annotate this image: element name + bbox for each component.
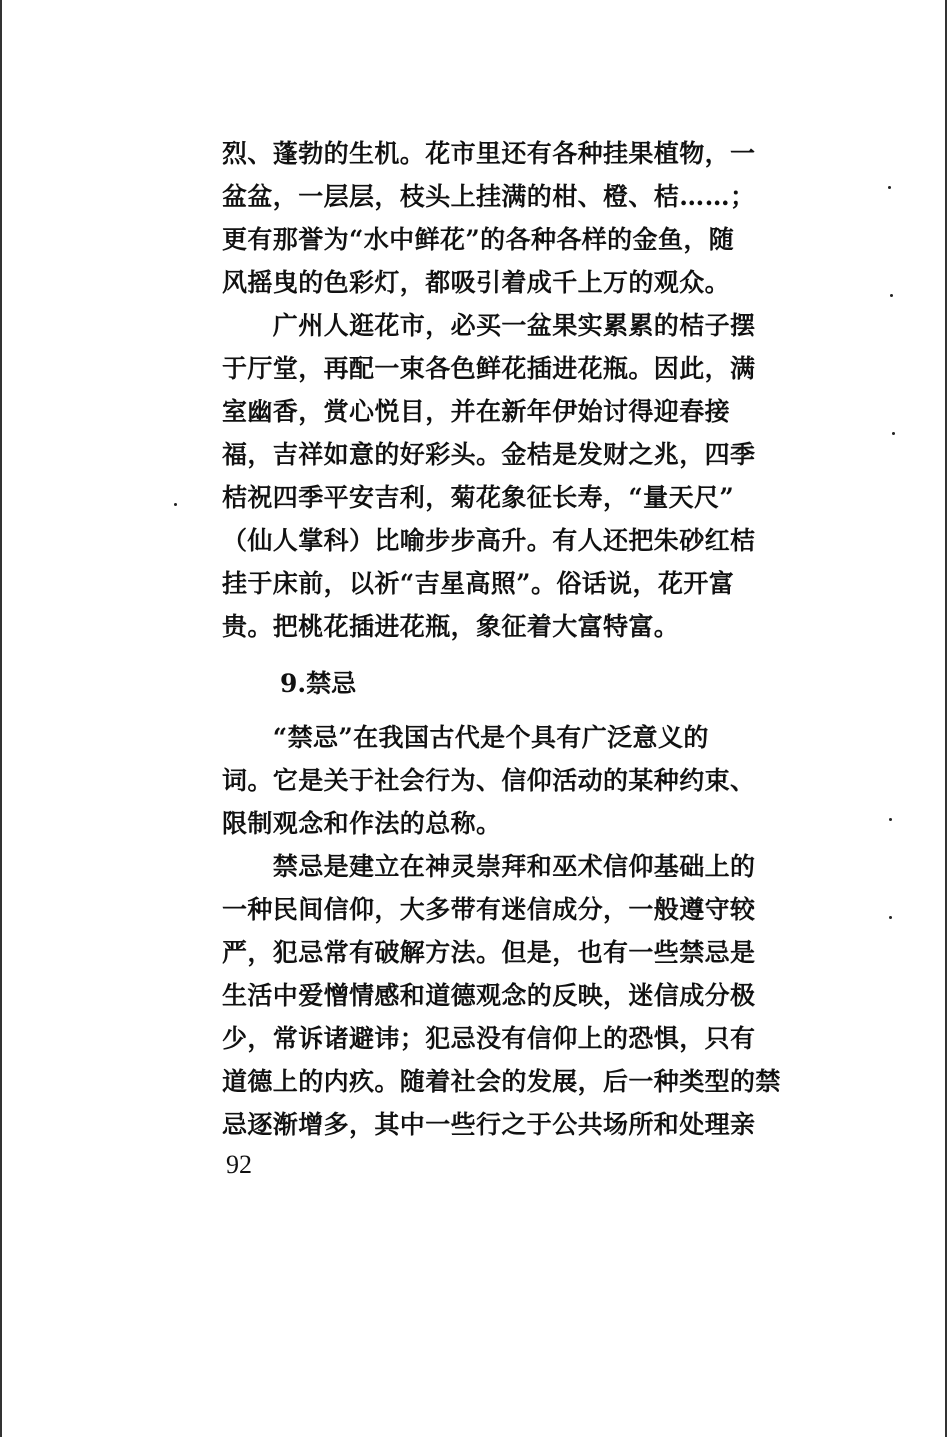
text-line: 福，吉祥如意的好彩头。金桔是发财之兆，四季 [222, 440, 756, 469]
scan-speck [890, 294, 893, 297]
text-line: 限制观念和作法的总称。 [222, 809, 502, 838]
text-block-bottom [222, 716, 802, 1146]
text-line: 生活中爱憎情感和道德观念的反映，迷信成分极 [222, 981, 756, 1010]
scan-speck [888, 186, 891, 189]
text-line: 更有那誉为“水中鲜花”的各种各样的金鱼，随 [222, 225, 735, 254]
paragraph-3 [222, 716, 802, 845]
text-line: 禁忌是建立在神灵崇拜和巫术信仰基础上的 [222, 852, 756, 881]
scan-speck [889, 916, 892, 919]
page-number: 92 [226, 1150, 252, 1179]
text-line: “禁忌”在我国古代是个具有广泛意义的 [222, 723, 709, 752]
text-line: （仙人掌科）比喻步步高升。有人还把朱砂红桔 [222, 526, 756, 555]
text-block-top [222, 132, 802, 648]
scan-speck [889, 818, 892, 821]
text-line: 忌逐渐增多，其中一些行之于公共场所和处理亲 [222, 1110, 756, 1139]
text-line: 室幽香，赏心悦目，并在新年伊始讨得迎春接 [222, 397, 731, 426]
paragraph-1 [222, 132, 802, 304]
scan-speck [892, 432, 895, 435]
text-line: 广州人逛花市，必买一盆果实累累的桔子摆 [222, 311, 756, 340]
paragraph-4 [222, 845, 802, 1146]
section-heading: 9.禁忌 [280, 669, 357, 698]
text-line: 一种民间信仰，大多带有迷信成分，一般遵守较 [222, 895, 756, 924]
text-line: 贵。把桃花插进花瓶，象征着大富特富。 [222, 612, 680, 641]
text-line: 烈、蓬勃的生机。花市里还有各种挂果植物，一 [222, 139, 756, 168]
scan-speck [174, 503, 177, 506]
text-line: 少，常诉诸避讳；犯忌没有信仰上的恐惧，只有 [222, 1024, 756, 1053]
text-line: 挂于床前，以祈“吉星高照”。俗话说，花开富 [222, 569, 735, 598]
paragraph-2 [222, 304, 802, 648]
text-line: 于厅堂，再配一束各色鲜花插进花瓶。因此，满 [222, 354, 756, 383]
text-line: 严，犯忌常有破解方法。但是，也有一些禁忌是 [222, 938, 756, 967]
text-line: 道德上的内疚。随着社会的发展，后一种类型的禁 [222, 1067, 781, 1096]
text-line: 盆盆，一层层，枝头上挂满的柑、橙、桔……； [222, 182, 756, 211]
text-line: 风摇曳的色彩灯，都吸引着成千上万的观众。 [222, 268, 731, 297]
text-line: 词。它是关于社会行为、信仰活动的某种约束、 [222, 766, 756, 795]
text-line: 桔祝四季平安吉利，菊花象征长寿，“量天尺” [222, 483, 735, 512]
